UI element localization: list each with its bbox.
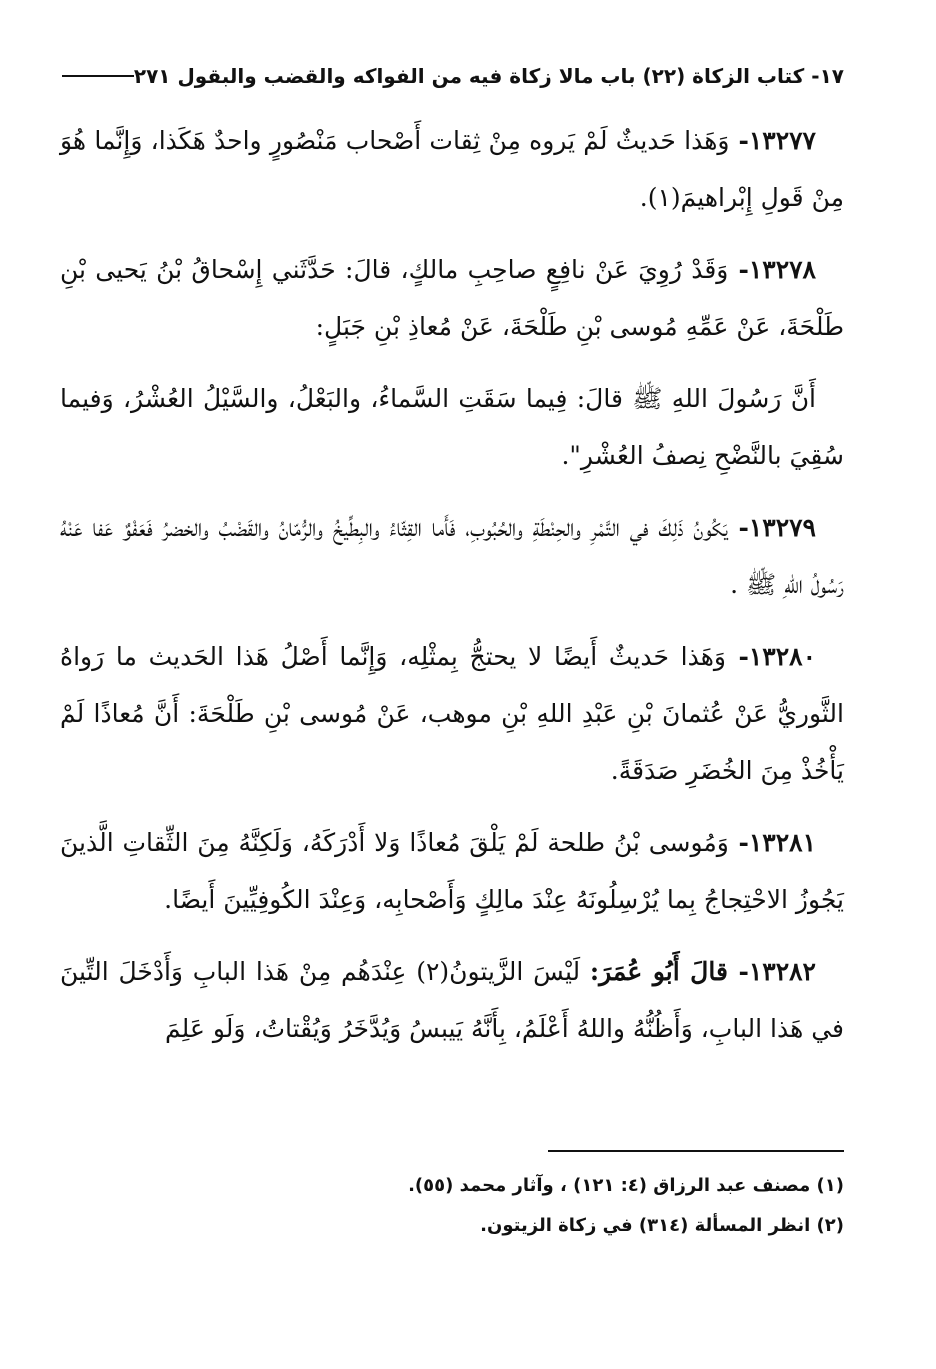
- running-title: ١٧- كتاب الزكاة (٢٢) باب مالا زكاة فيه من الفواكه والقضب والبقول ٢٧١: [133, 64, 844, 88]
- paragraph-number: ١٣٢٨١-: [728, 828, 816, 857]
- header-rule: [62, 75, 134, 77]
- paragraph-number: ١٣٢٧٨-: [728, 255, 816, 284]
- paragraph-13277: [60, 112, 844, 226]
- paragraph-text: لَيْسَ الزَّيتونُ(٢) عِنْدَهُم مِنْ هَذا البابِ وَأَدْخَلَ التِّينَ في هَذا البابِ، وَأَظُنُّهُ واللهُ أَعْلَمُ، بِأَنَّهُ يَيبسُ وَيُدَّخَرُ وَيُقْتاتُ، وَلَو عَلِمَ: [60, 957, 844, 1043]
- paragraph-13278: [60, 241, 844, 355]
- main-text: [60, 112, 844, 1072]
- paragraph-text: يَكُونُ ذَلِكَ في التَّمْرِ والحِنْطَةِ والحُبُوبِ، فَأَما القِثّاءُ والبِطِّيخُ والرُّمّانُ والقَضْبُ والخضرُ فَعَفْوٌ عَفا عَنْهُ رَسُولُ اللهِ ﷺ .: [60, 513, 844, 599]
- paragraph-text: وَقَدْ رُوِيَ عَنْ نافِعٍ صاحِبِ مالكٍ، قالَ: حَدَّثَني إِسْحاقُ بْنُ يَحيى بْنِ طَلْحَةَ، عَنْ عَمِّهِ مُوسى بْنِ طَلْحَةَ، عَنْ مُعاذِ بْنِ جَبَلٍ:: [60, 255, 844, 341]
- paragraph-13279: [60, 499, 844, 613]
- paragraph-13281: [60, 814, 844, 928]
- paragraph-number: ١٣٢٧٧-: [729, 126, 816, 155]
- hadith-text: [60, 370, 844, 484]
- footnotes: [60, 1166, 844, 1246]
- paragraph-13280: [60, 628, 844, 799]
- footnote-separator: [548, 1150, 844, 1152]
- paragraph-text: وَهَذا حَديثٌ أَيضًا لا يحتجُّ بِمثْلِه، وَإِنَّما أَصْلُ هَذا الحَديث ما رَواهُ الثَّوريُّ عَنْ عُثمانَ بْنِ عَبْدِ اللهِ بْنِ موهب، عَنْ مُوسى بْنِ طَلْحَةَ: أَنَّ مُعاذًا لَمْ يَأْخُذْ مِنَ الخُضَرِ صَدَقَةً.: [60, 642, 844, 785]
- footnote-2: (٢) انظر المسألة (٣١٤) في زكاة الزيتون.: [480, 1215, 844, 1236]
- paragraph-text: وَمُوسى بْنُ طلحة لَمْ يَلْقَ مُعاذًا وَلا أَدْرَكَهُ، وَلَكِنَّهُ مِنَ الثِّقاتِ الَّذينَ يَجُوزُ الاحْتِجاجُ بِما يُرْسِلُونَهُ عِنْدَ مالِكٍ وَأَصْحابِه، وَعِنْدَ الكُوفِيِّينَ أَيضًا.: [60, 828, 844, 914]
- paragraph-number: ١٣٢٨٢-: [727, 957, 816, 986]
- running-header: [60, 58, 844, 94]
- speaker-label: قالَ أَبُو عُمَرَ:: [589, 957, 728, 986]
- paragraph-text: أَنَّ رَسُولَ اللهِ ﷺ قالَ: فِيما سَقَتِ السَّماءُ، والبَعْلُ، والسَّيْلُ العُشْرُ، وَفيما سُقِيَ بالنَّضْحِ نِصفُ العُشْرِ".: [60, 384, 844, 470]
- paragraph-number: ١٣٢٨٠-: [726, 642, 816, 671]
- paragraph-text: وَهَذا حَديثٌ لَمْ يَروه مِنْ ثِقات أَصْحاب مَنْصُورٍ واحدٌ هَكَذا، وَإِنَّما هُوَ مِنْ قَولِ إِبْراهيمَ(١).: [60, 126, 844, 212]
- footnote-1: (١) مصنف عبد الرزاق (٤: ١٢١) ، وآثار محمد (٥٥).: [408, 1175, 844, 1196]
- paragraph-13282: [60, 943, 844, 1057]
- paragraph-number: ١٣٢٧٩-: [727, 513, 816, 542]
